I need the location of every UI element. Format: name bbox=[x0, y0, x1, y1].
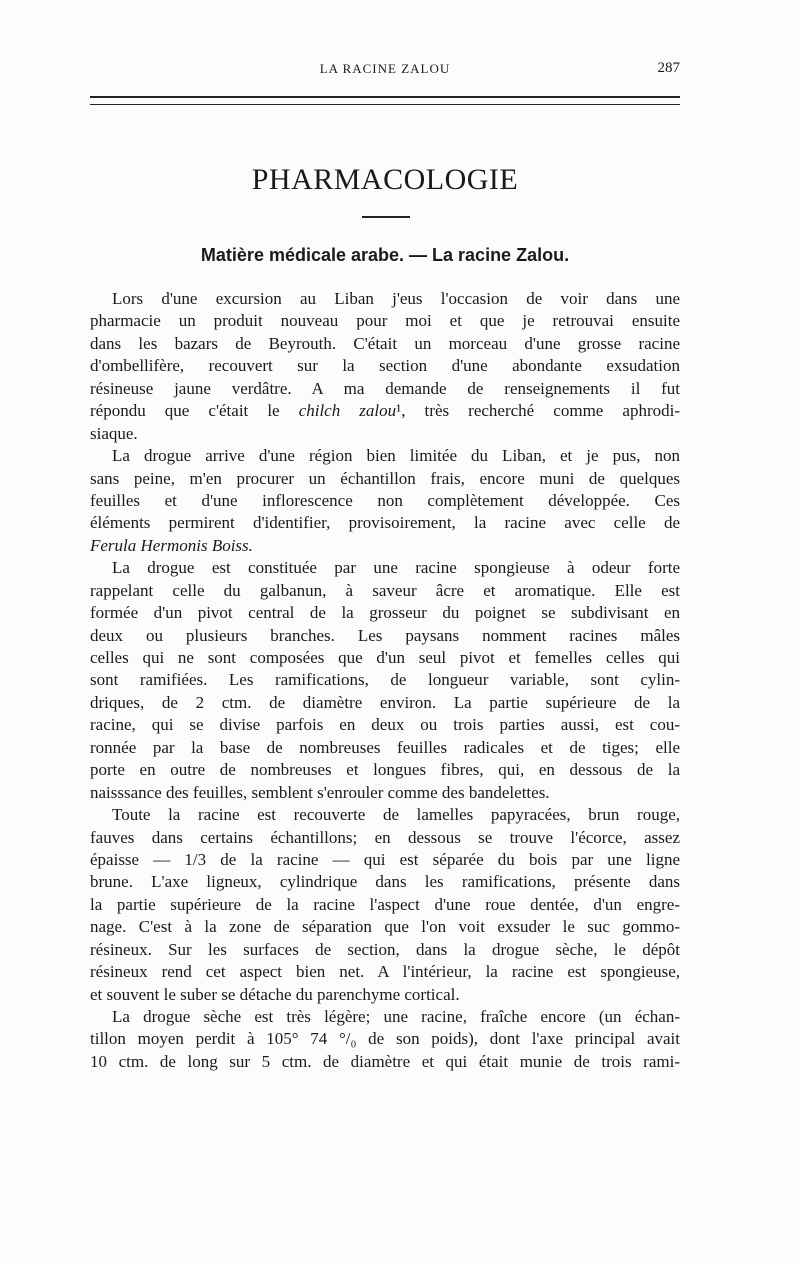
text-line: deux ou plusieurs branches. Les paysans nomment racines mâles bbox=[90, 625, 680, 645]
text-run: ¹, très recherché comme aphrodi- bbox=[396, 401, 680, 421]
text-line: siaque. bbox=[90, 423, 138, 443]
paragraph-2 bbox=[90, 445, 680, 557]
text-line: d'ombellifère, recouvert sur la section d'une abondante exsudation bbox=[90, 356, 680, 376]
running-head bbox=[90, 58, 680, 82]
text-line: épaisse — 1/3 de la racine — qui est séparée du bois par une ligne bbox=[90, 849, 680, 869]
text-line: naisssance des feuilles, semblent s'enrouler comme des bandelettes. bbox=[90, 782, 550, 802]
text-line: résineuse jaune verdâtre. A ma demande de renseignements il fut bbox=[90, 378, 680, 398]
text-line: rappelant celle du galbanun, à saveur âcre et aromatique. Elle est bbox=[90, 580, 680, 600]
text-line: nage. C'est à la zone de séparation que l'on voit exsuder le suc gommo- bbox=[90, 917, 680, 937]
italic-term: chilch zalou bbox=[298, 401, 397, 421]
text-line bbox=[90, 400, 680, 422]
text-line: résineux rend cet aspect bien net. A l'intérieur, la racine est spongieuse, bbox=[90, 962, 680, 982]
text-line: formée d'un pivot central de la grosseur du poignet se subdivisant en bbox=[90, 603, 680, 623]
article-subtitle: Matière médicale arabe. — La racine Zalou. bbox=[200, 245, 570, 265]
text-line: 10 ctm. de long sur 5 ctm. de diamètre et qui était munie de trois rami- bbox=[90, 1051, 680, 1071]
paragraph-4 bbox=[90, 804, 680, 1006]
text-line: celles qui ne sont composées que d'un seul pivot et femelles celles qui bbox=[90, 648, 680, 667]
text-line: brune. L'axe ligneux, cylindrique dans les ramifications, présente dans bbox=[90, 872, 680, 892]
text-line: pharmacie un produit nouveau pour moi et que je retrouvai ensuite bbox=[90, 311, 680, 331]
article-body bbox=[90, 288, 680, 1073]
section-title: PHARMACOLOGIE bbox=[251, 163, 519, 196]
text-line: porte en outre de nombreuses et longues fibres, qui, en dessous de la bbox=[90, 760, 680, 780]
header-double-rule bbox=[90, 96, 680, 105]
paragraph-3 bbox=[90, 557, 680, 804]
paragraph-1 bbox=[90, 288, 680, 445]
text-line: sont ramifiées. Les ramifications, de longueur variable, sont cylin- bbox=[90, 670, 680, 690]
text-line: éléments permirent d'identifier, provisoirement, la racine avec celle de bbox=[90, 513, 680, 533]
paragraph-5 bbox=[90, 1006, 680, 1073]
text-line: Toute la racine est recouverte de lamelles papyracées, brun rouge, bbox=[112, 805, 680, 825]
text-line: La drogue arrive d'une région bien limitée du Liban, et je pus, non bbox=[112, 446, 680, 466]
text-line: driques, de 2 ctm. de diamètre environ. La partie supérieure de la bbox=[90, 692, 680, 712]
text-run: répondu que c'était le bbox=[90, 401, 299, 421]
text-line: sans peine, m'en procurer un échantillon frais, encore muni de quelques bbox=[90, 468, 680, 488]
text-line: et souvent le suber se détache du parenchyme cortical. bbox=[90, 984, 460, 1004]
page-number: 287 bbox=[657, 60, 680, 76]
text-line: feuilles et d'une inflorescence non complètement développée. Ces bbox=[90, 490, 680, 510]
text-line: fauves dans certains échantillons; en dessous se trouve l'écorce, assez bbox=[90, 827, 680, 847]
text-line: Ferula Hermonis Boiss. bbox=[90, 535, 253, 555]
title-divider bbox=[362, 216, 410, 218]
text-line: ronnée par la base de nombreuses feuilles radicales et de tiges; elle bbox=[90, 737, 680, 757]
text-line: la partie supérieure de la racine l'aspect d'une roue dentée, d'un engre- bbox=[90, 894, 680, 914]
text-line: La drogue est constituée par une racine spongieuse à odeur forte bbox=[112, 558, 680, 578]
text-line: Lors d'une excursion au Liban j'eus l'occasion de voir dans une bbox=[112, 289, 680, 308]
text-line: dans les bazars de Beyrouth. C'était un morceau d'une grosse racine bbox=[90, 333, 680, 353]
text-line: tillon moyen perdit à 105° 74 °/₀ de son poids), dont l'axe principal avait bbox=[90, 1029, 680, 1049]
text-line: racine, qui se divise parfois en deux ou trois parties aussi, est cou- bbox=[90, 715, 680, 735]
text-line: résineux. Sur les surfaces de section, dans la drogue sèche, le dépôt bbox=[90, 939, 680, 959]
text-line: La drogue sèche est très légère; une racine, fraîche encore (un échan- bbox=[112, 1007, 680, 1026]
running-title: LA RACINE ZALOU bbox=[319, 61, 451, 76]
